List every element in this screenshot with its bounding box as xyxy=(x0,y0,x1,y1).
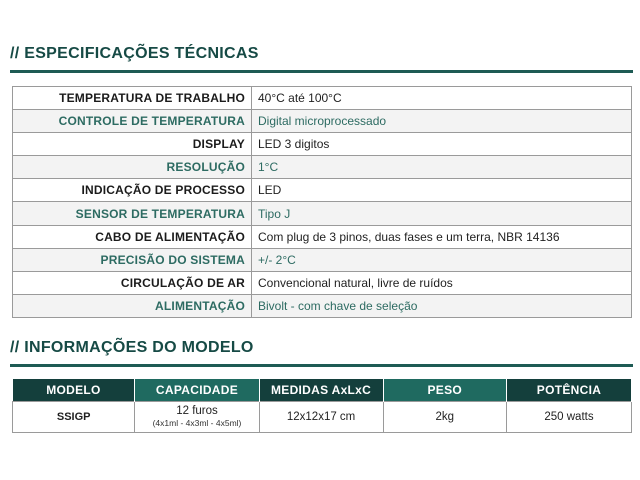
capacity-detail: (4x1ml - 4x3ml - 4x5ml) xyxy=(152,418,242,428)
header-peso: PESO xyxy=(383,379,506,402)
spec-label: DISPLAY xyxy=(13,133,252,156)
spec-value: Digital microprocessado xyxy=(252,110,632,133)
header-medidas: MEDIDAS AxLxC xyxy=(259,379,383,402)
header-modelo: MODELO xyxy=(13,379,135,402)
spec-row xyxy=(13,294,632,317)
model-row xyxy=(13,402,632,433)
spec-label: PRECISÃO DO SISTEMA xyxy=(13,248,252,271)
spec-value: 40°C até 100°C xyxy=(252,87,632,110)
model-table xyxy=(12,379,632,433)
spec-label: SENSOR DE TEMPERATURA xyxy=(13,202,252,225)
spec-row xyxy=(13,202,632,225)
spec-label: CIRCULAÇÃO DE AR xyxy=(13,271,252,294)
spec-row xyxy=(13,110,632,133)
model-capacity xyxy=(135,402,259,433)
header-capacidade: CAPACIDADE xyxy=(135,379,259,402)
spec-value: LED xyxy=(252,179,632,202)
spec-value: +/- 2°C xyxy=(252,248,632,271)
model-section-title: // INFORMAÇÕES DO MODELO xyxy=(10,339,254,356)
spec-label: INDICAÇÃO DE PROCESSO xyxy=(13,179,252,202)
spec-row xyxy=(13,225,632,248)
model-divider xyxy=(10,364,633,367)
capacity-main: 12 furos xyxy=(176,405,218,417)
spec-row xyxy=(13,133,632,156)
model-header-row xyxy=(13,379,632,402)
spec-label: CABO DE ALIMENTAÇÃO xyxy=(13,225,252,248)
spec-value: Convencional natural, livre de ruídos xyxy=(252,271,632,294)
model-weight: 2kg xyxy=(383,402,506,433)
specs-table xyxy=(12,86,632,318)
model-power: 250 watts xyxy=(506,402,631,433)
spec-row xyxy=(13,156,632,179)
spec-row xyxy=(13,271,632,294)
model-name: SSIGP xyxy=(13,402,135,433)
specs-divider xyxy=(10,70,633,73)
spec-label: ALIMENTAÇÃO xyxy=(13,294,252,317)
spec-value: Com plug de 3 pinos, duas fases e um terra, NBR 14136 xyxy=(252,225,632,248)
spec-value: LED 3 digitos xyxy=(252,133,632,156)
spec-value: Tipo J xyxy=(252,202,632,225)
spec-value: 1°C xyxy=(252,156,632,179)
spec-row xyxy=(13,248,632,271)
spec-label: CONTROLE DE TEMPERATURA xyxy=(13,110,252,133)
header-potencia: POTÊNCIA xyxy=(506,379,631,402)
spec-value: Bivolt - com chave de seleção xyxy=(252,294,632,317)
spec-row xyxy=(13,179,632,202)
specs-section-title: // ESPECIFICAÇÕES TÉCNICAS xyxy=(10,45,259,62)
spec-label: TEMPERATURA DE TRABALHO xyxy=(13,87,252,110)
model-dimensions: 12x12x17 cm xyxy=(259,402,383,433)
spec-label: RESOLUÇÃO xyxy=(13,156,252,179)
spec-row xyxy=(13,87,632,110)
